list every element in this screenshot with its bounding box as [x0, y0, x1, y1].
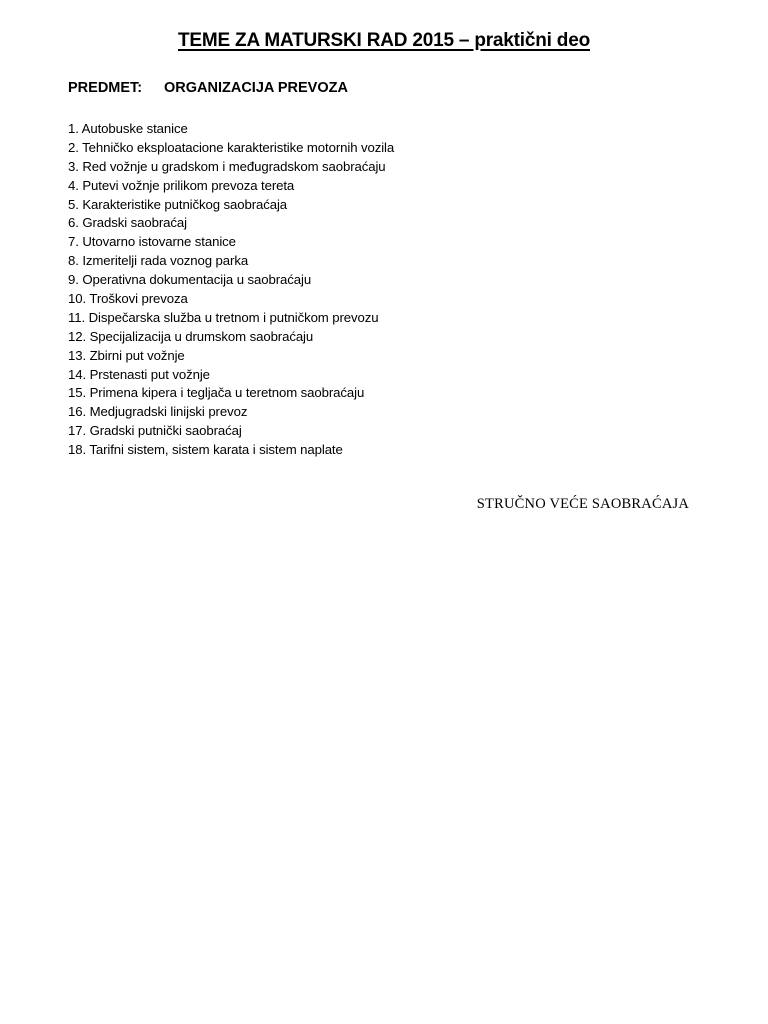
signature: STRUČNO VEĆE SAOBRAĆAJA [476, 496, 689, 512]
topic-item: 5. Karakteristike putničkog saobraćaja [68, 196, 288, 212]
topic-item: 12. Specijalizacija u drumskom saobraćaju [68, 328, 314, 344]
topic-item: 1. Autobuske stanice [68, 121, 188, 136]
topic-item: 13. Zbirni put vožnje [68, 347, 185, 363]
topic-item: 3. Red vožnje u gradskom i međugradskom saobraćaju [68, 158, 386, 174]
topic-item: 15. Primena kipera i tegljača u teretnom saobraćaju [68, 385, 365, 401]
topic-item: 2. Tehničko eksploatacione karakteristike motornih vozila [68, 139, 395, 155]
topic-item: 16. Medjugradski linijski prevoz [68, 404, 248, 420]
topic-item: 6. Gradski saobraćaj [68, 215, 187, 231]
topic-item: 7. Utovarno istovarne stanice [68, 234, 236, 250]
topic-item: 9. Operativna dokumentacija u saobraćaju [68, 272, 312, 288]
subject-value: ORGANIZACIJA PREVOZA [164, 80, 348, 96]
topic-item: 8. Izmeritelji rada voznog parka [68, 253, 249, 269]
topic-item: 10. Troškovi prevoza [68, 291, 188, 307]
topic-item: 11. Dispečarska služba u tretnom i putničkom prevozu [68, 309, 379, 325]
topic-list [68, 120, 394, 460]
topic-item: 4. Putevi vožnje prilikom prevoza tereta [68, 177, 295, 193]
topic-item: 17. Gradski putnički saobraćaj [68, 423, 242, 439]
topic-item: 18. Tarifni sistem, sistem karata i sistem naplate [68, 442, 343, 458]
document-title: TEME ZA MATURSKI RAD 2015 – praktični deo [178, 30, 590, 51]
subject-label: PREDMET: [68, 80, 143, 96]
subject-line [68, 80, 348, 96]
topic-item: 14. Prstenasti put vožnje [68, 366, 210, 382]
